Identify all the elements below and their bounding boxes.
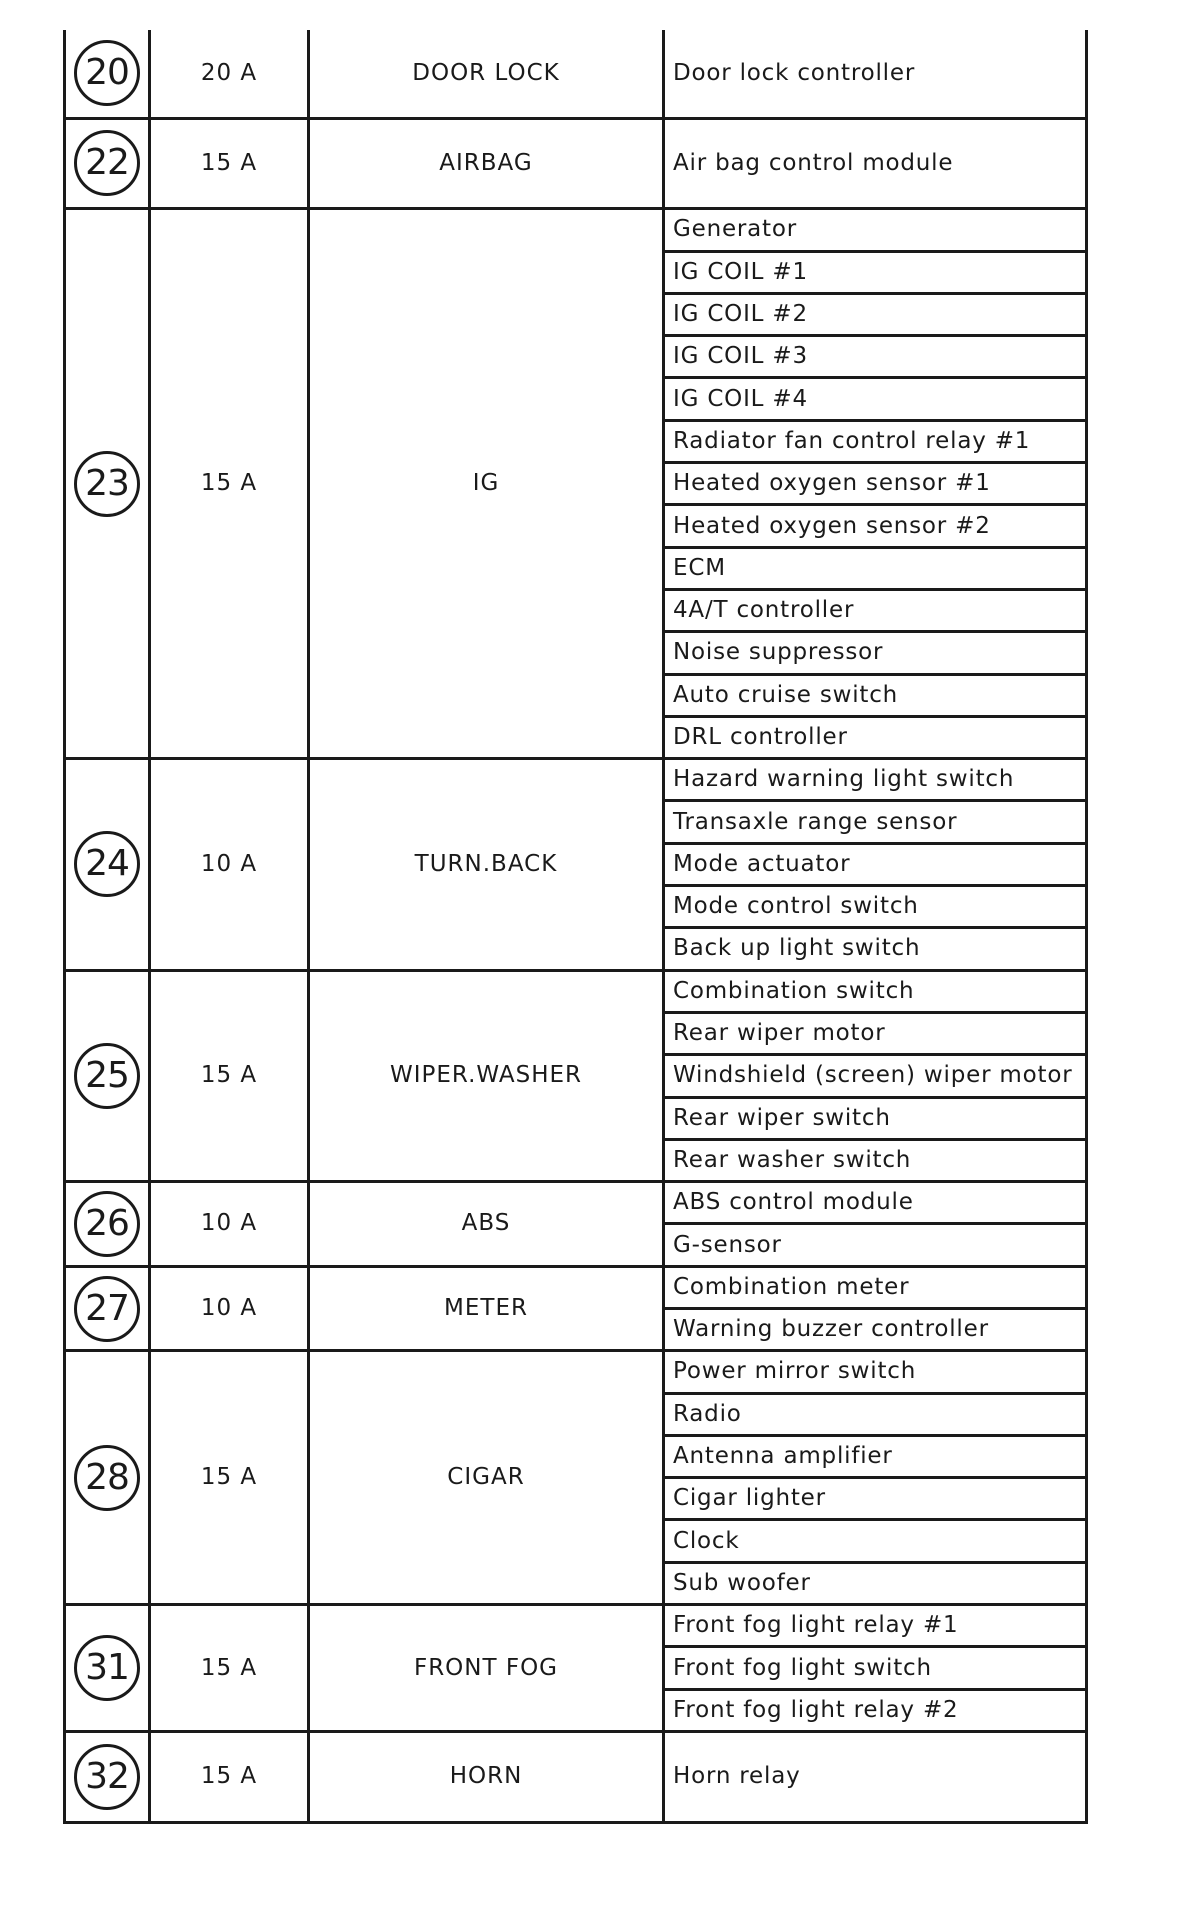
table-row bbox=[65, 1266, 1087, 1308]
fuse-number-cell bbox=[65, 970, 150, 1181]
fuse-ampere: 15 A bbox=[150, 118, 309, 209]
fuse-name: HORN bbox=[309, 1731, 664, 1822]
fuse-number-cell bbox=[65, 1351, 150, 1605]
protected-component: Noise suppressor bbox=[664, 632, 1087, 674]
fuse-number-cell bbox=[65, 1731, 150, 1822]
fuse-number: 26 bbox=[74, 1191, 140, 1257]
protected-component: Power mirror switch bbox=[664, 1351, 1087, 1393]
protected-component: Front fog light relay #1 bbox=[664, 1605, 1087, 1647]
protected-component: Horn relay bbox=[664, 1731, 1087, 1822]
fuse-name: METER bbox=[309, 1266, 664, 1351]
protected-component: Generator bbox=[664, 209, 1087, 251]
fuse-name: CIGAR bbox=[309, 1351, 664, 1605]
fuse-table bbox=[63, 30, 1088, 1824]
fuse-number: 20 bbox=[74, 40, 140, 106]
fuse-number: 23 bbox=[74, 451, 140, 517]
table-row bbox=[65, 970, 1087, 1012]
protected-component: Auto cruise switch bbox=[664, 674, 1087, 716]
fuse-name: DOOR LOCK bbox=[309, 30, 664, 118]
table-row bbox=[65, 1605, 1087, 1647]
fuse-table-body bbox=[65, 30, 1087, 1823]
protected-component: Air bag control module bbox=[664, 118, 1087, 209]
protected-component: Antenna amplifier bbox=[664, 1435, 1087, 1477]
protected-component: Hazard warning light switch bbox=[664, 759, 1087, 801]
protected-component: Back up light switch bbox=[664, 928, 1087, 970]
protected-component: G-sensor bbox=[664, 1224, 1087, 1266]
protected-component: Door lock controller bbox=[664, 30, 1087, 118]
fuse-number-cell bbox=[65, 118, 150, 209]
fuse-name: WIPER.WASHER bbox=[309, 970, 664, 1181]
protected-component: Front fog light relay #2 bbox=[664, 1689, 1087, 1731]
fuse-ampere: 15 A bbox=[150, 970, 309, 1181]
protected-component: Rear wiper switch bbox=[664, 1097, 1087, 1139]
protected-component: ABS control module bbox=[664, 1182, 1087, 1224]
protected-component: Cigar lighter bbox=[664, 1478, 1087, 1520]
protected-component: Clock bbox=[664, 1520, 1087, 1562]
protected-component: Windshield (screen) wiper motor bbox=[664, 1055, 1087, 1097]
protected-component: Radio bbox=[664, 1393, 1087, 1435]
fuse-number: 28 bbox=[74, 1445, 140, 1511]
protected-component: Front fog light switch bbox=[664, 1647, 1087, 1689]
protected-component: Rear wiper motor bbox=[664, 1012, 1087, 1054]
fuse-number: 32 bbox=[74, 1744, 140, 1810]
table-row bbox=[65, 1182, 1087, 1224]
protected-component: Sub woofer bbox=[664, 1562, 1087, 1604]
protected-component: Combination meter bbox=[664, 1266, 1087, 1308]
fuse-number: 24 bbox=[74, 831, 140, 897]
fuse-number: 27 bbox=[74, 1276, 140, 1342]
protected-component: IG COIL #4 bbox=[664, 378, 1087, 420]
protected-component: Combination switch bbox=[664, 970, 1087, 1012]
protected-component: ECM bbox=[664, 547, 1087, 589]
fuse-ampere: 10 A bbox=[150, 1266, 309, 1351]
fuse-ampere: 10 A bbox=[150, 1182, 309, 1267]
fuse-number-cell bbox=[65, 209, 150, 759]
table-row bbox=[65, 1731, 1087, 1822]
protected-component: Heated oxygen sensor #1 bbox=[664, 463, 1087, 505]
table-row bbox=[65, 30, 1087, 118]
protected-component: DRL controller bbox=[664, 716, 1087, 758]
protected-component: Rear washer switch bbox=[664, 1139, 1087, 1181]
fuse-ampere: 15 A bbox=[150, 1731, 309, 1822]
fuse-number-cell bbox=[65, 30, 150, 118]
fuse-name: TURN.BACK bbox=[309, 759, 664, 970]
fuse-number-cell bbox=[65, 1605, 150, 1732]
fuse-name: FRONT FOG bbox=[309, 1605, 664, 1732]
fuse-ampere: 15 A bbox=[150, 1351, 309, 1605]
table-row bbox=[65, 118, 1087, 209]
fuse-name: ABS bbox=[309, 1182, 664, 1267]
fuse-number-cell bbox=[65, 1266, 150, 1351]
protected-component: IG COIL #2 bbox=[664, 293, 1087, 335]
fuse-number: 22 bbox=[74, 130, 140, 196]
fuse-number-cell bbox=[65, 759, 150, 970]
protected-component: Mode actuator bbox=[664, 843, 1087, 885]
fuse-number-cell bbox=[65, 1182, 150, 1267]
protected-component: Warning buzzer controller bbox=[664, 1309, 1087, 1351]
protected-component: IG COIL #3 bbox=[664, 336, 1087, 378]
table-row bbox=[65, 209, 1087, 251]
protected-component: Radiator fan control relay #1 bbox=[664, 420, 1087, 462]
fuse-name: AIRBAG bbox=[309, 118, 664, 209]
fuse-ampere: 15 A bbox=[150, 1605, 309, 1732]
protected-component: Transaxle range sensor bbox=[664, 801, 1087, 843]
table-row bbox=[65, 1351, 1087, 1393]
protected-component: IG COIL #1 bbox=[664, 251, 1087, 293]
protected-component: 4A/T controller bbox=[664, 589, 1087, 631]
protected-component: Mode control switch bbox=[664, 886, 1087, 928]
fuse-number: 31 bbox=[74, 1635, 140, 1701]
table-row bbox=[65, 759, 1087, 801]
protected-component: Heated oxygen sensor #2 bbox=[664, 505, 1087, 547]
fuse-ampere: 20 A bbox=[150, 30, 309, 118]
fuse-ampere: 15 A bbox=[150, 209, 309, 759]
fuse-ampere: 10 A bbox=[150, 759, 309, 970]
fuse-number: 25 bbox=[74, 1043, 140, 1109]
fuse-name: IG bbox=[309, 209, 664, 759]
